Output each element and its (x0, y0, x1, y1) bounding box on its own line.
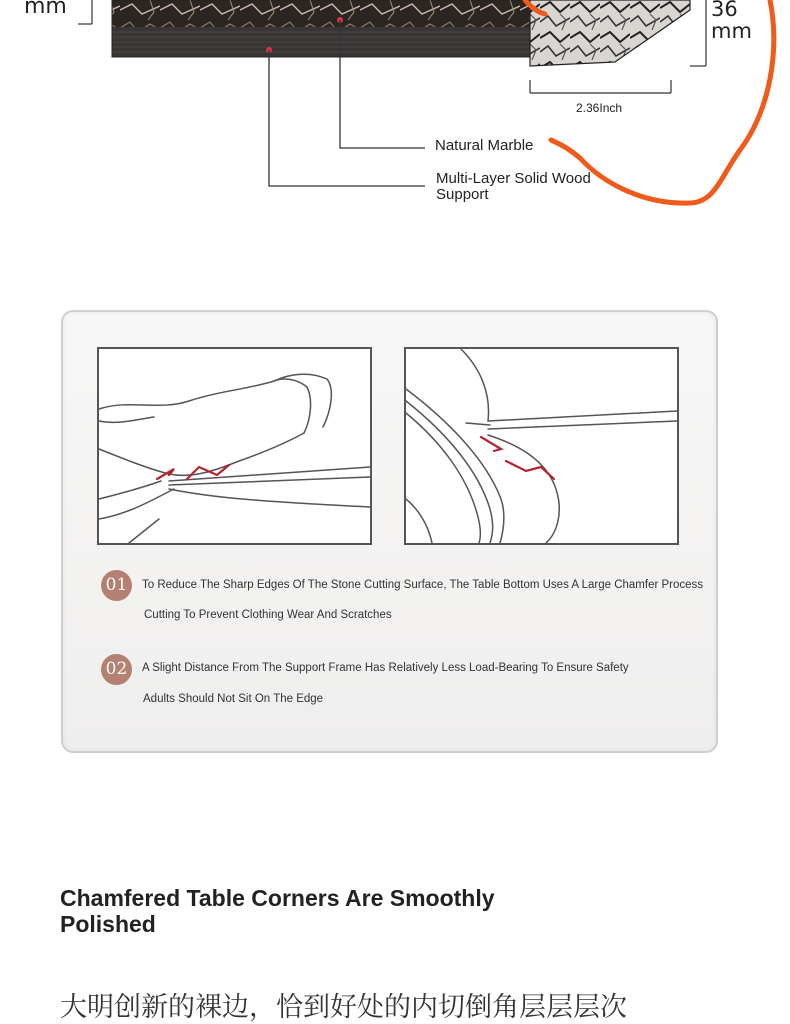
illustration-arm-on-edge (97, 347, 372, 545)
arm-sketch (99, 349, 370, 543)
thickness-unit: mm (711, 19, 752, 43)
chinese-description: 大明创新的裸边，恰到好处的内切倒角层层层次 (60, 992, 627, 1023)
section-headline: Chamfered Table Corners Are Smoothly Polished (60, 885, 495, 937)
width-dimension-label: 2.36Inch (576, 101, 623, 115)
step-badge-01: 01 (101, 570, 132, 601)
callout-wood-line2: Support (436, 186, 489, 203)
callout-natural-marble: Natural Marble (435, 137, 534, 154)
step-badge-02: 02 (101, 654, 132, 685)
callout-wood-support (436, 171, 591, 203)
unit-label-left: mm (24, 0, 67, 19)
marble-structure-diagram (0, 0, 790, 230)
callout-wood-line1: Multi-Layer Solid Wood (436, 170, 591, 187)
step-1-line-2: Cutting To Prevent Clothing Wear And Scratches (144, 609, 392, 621)
structure-drawing (0, 0, 790, 230)
chamfer-info-card (61, 310, 718, 753)
leader-line-wood (269, 50, 425, 186)
step-2-line-2: Adults Should Not Sit On The Edge (143, 693, 324, 705)
friction-arrows (481, 437, 554, 479)
thickness-value: 36 (711, 0, 738, 21)
marble-slab (112, 0, 530, 27)
thickness-label (711, 0, 752, 42)
step-2-line-1: A Slight Distance From The Support Frame Has Relatively Less Load-Bearing To Ensure Safety (142, 662, 629, 674)
illustration-leg-on-edge (404, 347, 679, 545)
step-1-line-1: To Reduce The Sharp Edges Of The Stone Cutting Surface, The Table Bottom Uses A Large Chamfer Process (142, 579, 704, 591)
chamfered-edge-profile (530, 0, 690, 66)
leg-sketch (406, 349, 677, 543)
